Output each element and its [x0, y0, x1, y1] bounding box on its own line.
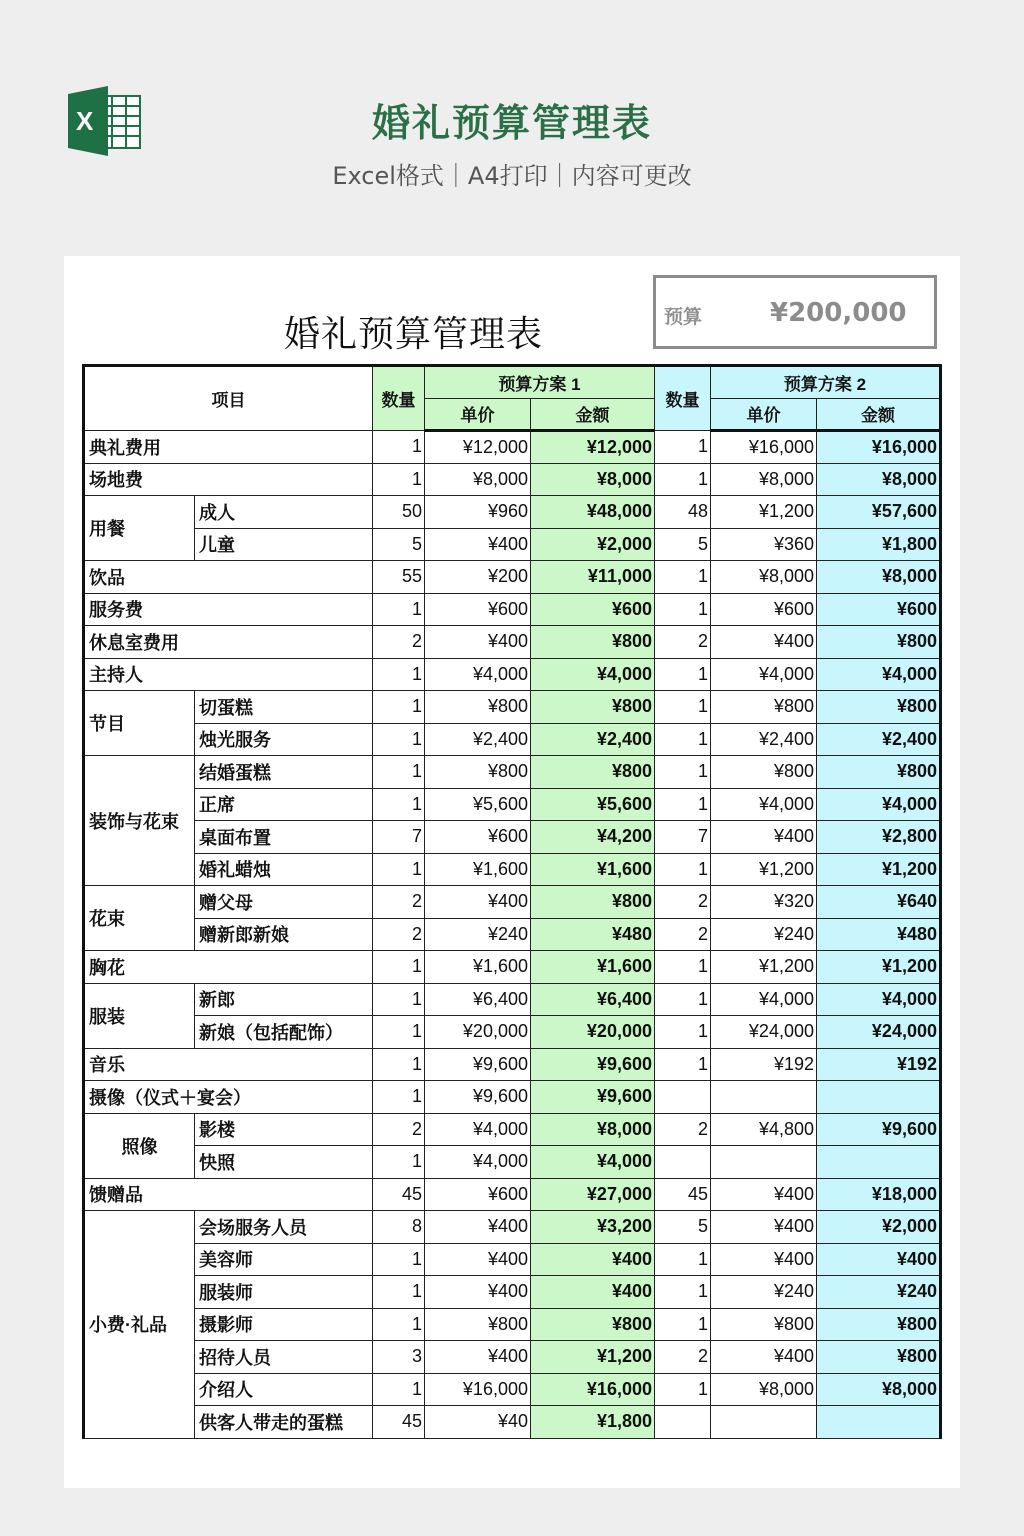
unit-price-1-cell: ¥12,000 [425, 431, 531, 464]
unit-price-2-cell: ¥800 [711, 1308, 817, 1341]
qty-1-cell: 1 [373, 1373, 425, 1406]
unit-price-2-cell: ¥400 [711, 626, 817, 659]
table-row [84, 528, 941, 561]
unit-price-1-cell: ¥4,000 [425, 658, 531, 691]
category-cell: 照像 [84, 1113, 195, 1178]
table-row [84, 1373, 941, 1406]
unit-price-1-cell: ¥9,600 [425, 1081, 531, 1114]
unit-price-2-cell: ¥4,000 [711, 658, 817, 691]
amount-1-cell: ¥400 [531, 1276, 655, 1309]
amount-1-cell: ¥4,000 [531, 658, 655, 691]
unit-price-1-cell: ¥400 [425, 1243, 531, 1276]
amount-2-cell: ¥9,600 [817, 1113, 941, 1146]
qty-2-cell: 1 [655, 691, 711, 724]
amount-2-cell: ¥8,000 [817, 1373, 941, 1406]
qty-1-cell: 1 [373, 983, 425, 1016]
unit-price-2-cell: ¥192 [711, 1048, 817, 1081]
unit-price-1-cell: ¥1,600 [425, 853, 531, 886]
qty-2-cell: 1 [655, 561, 711, 594]
unit-price-2-cell: ¥2,400 [711, 723, 817, 756]
category-cell: 节目 [84, 691, 195, 756]
qty-2-cell: 1 [655, 853, 711, 886]
table-row [84, 463, 941, 496]
amount-1-cell: ¥8,000 [531, 463, 655, 496]
amount-1-cell: ¥4,200 [531, 821, 655, 854]
amount-2-cell: ¥8,000 [817, 561, 941, 594]
amount-1-cell: ¥1,600 [531, 951, 655, 984]
table-row [84, 431, 941, 464]
qty-2-cell: 1 [655, 1276, 711, 1309]
qty-1-cell: 45 [373, 1178, 425, 1211]
unit-price-2-cell [711, 1406, 817, 1439]
amount-2-cell [817, 1406, 941, 1439]
amount-1-cell: ¥12,000 [531, 431, 655, 464]
table-row [84, 821, 941, 854]
qty-2-cell: 1 [655, 1373, 711, 1406]
spreadsheet-preview [64, 256, 960, 1488]
amount-2-cell: ¥2,800 [817, 821, 941, 854]
amount-1-cell: ¥20,000 [531, 1016, 655, 1049]
qty-1-cell: 1 [373, 463, 425, 496]
subcategory-cell: 烛光服务 [195, 723, 373, 756]
qty-2-cell [655, 1146, 711, 1179]
qty-2-cell [655, 1081, 711, 1114]
subcategory-cell: 赠父母 [195, 886, 373, 919]
unit-price-1-cell: ¥20,000 [425, 1016, 531, 1049]
unit-price-2-cell [711, 1081, 817, 1114]
qty-2-cell: 2 [655, 626, 711, 659]
qty-1-cell: 2 [373, 886, 425, 919]
qty-2-cell: 2 [655, 1341, 711, 1374]
unit-price-2-cell: ¥1,200 [711, 853, 817, 886]
unit-price-1-cell: ¥600 [425, 1178, 531, 1211]
table-row [84, 886, 941, 919]
amount-1-cell: ¥9,600 [531, 1048, 655, 1081]
table-row [84, 1081, 941, 1114]
qty-1-cell: 50 [373, 496, 425, 529]
unit-price-2-cell: ¥240 [711, 1276, 817, 1309]
qty-2-cell: 1 [655, 1243, 711, 1276]
qty-2-cell: 5 [655, 528, 711, 561]
amount-1-cell: ¥11,000 [531, 561, 655, 594]
amount-1-cell: ¥800 [531, 886, 655, 919]
qty-2-cell: 1 [655, 788, 711, 821]
subcategory-cell: 桌面布置 [195, 821, 373, 854]
qty-1-cell: 1 [373, 593, 425, 626]
category-cell: 音乐 [84, 1048, 373, 1081]
qty-1-cell: 1 [373, 723, 425, 756]
qty-1-cell: 3 [373, 1341, 425, 1374]
category-cell: 馈赠品 [84, 1178, 373, 1211]
unit-price-2-cell: ¥800 [711, 691, 817, 724]
category-cell: 装饰与花束 [84, 756, 195, 886]
unit-price-2-cell: ¥400 [711, 1341, 817, 1374]
qty-1-cell: 7 [373, 821, 425, 854]
subcategory-cell: 儿童 [195, 528, 373, 561]
amount-1-cell: ¥4,000 [531, 1146, 655, 1179]
unit-price-1-cell: ¥4,000 [425, 1113, 531, 1146]
subcategory-cell: 服装师 [195, 1276, 373, 1309]
table-row [84, 1178, 941, 1211]
amount-1-cell: ¥6,400 [531, 983, 655, 1016]
category-cell: 用餐 [84, 496, 195, 561]
amount-2-cell: ¥4,000 [817, 788, 941, 821]
unit-price-1-cell: ¥5,600 [425, 788, 531, 821]
qty-2-cell: 1 [655, 593, 711, 626]
budget-table [82, 364, 942, 1439]
amount-1-cell: ¥8,000 [531, 1113, 655, 1146]
qty-1-cell: 1 [373, 431, 425, 464]
amount-1-cell: ¥3,200 [531, 1211, 655, 1244]
unit-price-2-cell: ¥8,000 [711, 463, 817, 496]
category-cell: 主持人 [84, 658, 373, 691]
qty-2-cell: 1 [655, 723, 711, 756]
qty-2-cell: 5 [655, 1211, 711, 1244]
qty-1-cell: 2 [373, 1113, 425, 1146]
unit-price-2-cell: ¥1,200 [711, 496, 817, 529]
category-cell: 场地费 [84, 463, 373, 496]
header-amount-1: 金额 [531, 398, 655, 431]
category-cell: 典礼费用 [84, 431, 373, 464]
qty-2-cell: 1 [655, 1016, 711, 1049]
qty-2-cell: 48 [655, 496, 711, 529]
qty-2-cell: 1 [655, 463, 711, 496]
budget-value: ¥200,000 [770, 298, 907, 328]
unit-price-2-cell: ¥1,200 [711, 951, 817, 984]
qty-2-cell: 1 [655, 983, 711, 1016]
sheet-title: 婚礼预算管理表 [284, 314, 544, 355]
unit-price-1-cell: ¥200 [425, 561, 531, 594]
qty-2-cell: 1 [655, 1308, 711, 1341]
category-cell: 花束 [84, 886, 195, 951]
amount-2-cell: ¥18,000 [817, 1178, 941, 1211]
qty-2-cell: 2 [655, 886, 711, 919]
qty-2-cell: 1 [655, 431, 711, 464]
table-row [84, 496, 941, 529]
unit-price-1-cell: ¥960 [425, 496, 531, 529]
unit-price-2-cell: ¥8,000 [711, 561, 817, 594]
header-qty-2: 数量 [655, 366, 711, 431]
qty-2-cell: 2 [655, 918, 711, 951]
table-row [84, 658, 941, 691]
unit-price-2-cell: ¥8,000 [711, 1373, 817, 1406]
amount-1-cell: ¥2,400 [531, 723, 655, 756]
header-item: 项目 [84, 366, 373, 431]
amount-2-cell: ¥800 [817, 626, 941, 659]
unit-price-1-cell: ¥16,000 [425, 1373, 531, 1406]
unit-price-1-cell: ¥400 [425, 1211, 531, 1244]
qty-2-cell: 1 [655, 951, 711, 984]
unit-price-2-cell: ¥400 [711, 1243, 817, 1276]
amount-1-cell: ¥1,800 [531, 1406, 655, 1439]
table-row [84, 1048, 941, 1081]
unit-price-1-cell: ¥40 [425, 1406, 531, 1439]
amount-2-cell: ¥800 [817, 756, 941, 789]
table-row [84, 1243, 941, 1276]
unit-price-1-cell: ¥400 [425, 1276, 531, 1309]
qty-1-cell: 1 [373, 1081, 425, 1114]
amount-1-cell: ¥48,000 [531, 496, 655, 529]
qty-1-cell: 5 [373, 528, 425, 561]
amount-1-cell: ¥1,200 [531, 1341, 655, 1374]
qty-1-cell: 1 [373, 1276, 425, 1309]
table-row [84, 983, 941, 1016]
table-row [84, 1016, 941, 1049]
amount-2-cell: ¥1,800 [817, 528, 941, 561]
qty-1-cell: 1 [373, 1048, 425, 1081]
qty-1-cell: 1 [373, 1243, 425, 1276]
unit-price-2-cell: ¥24,000 [711, 1016, 817, 1049]
qty-1-cell: 1 [373, 951, 425, 984]
amount-1-cell: ¥9,600 [531, 1081, 655, 1114]
unit-price-2-cell: ¥4,800 [711, 1113, 817, 1146]
subcategory-cell: 介绍人 [195, 1373, 373, 1406]
table-row [84, 853, 941, 886]
header-qty-1: 数量 [373, 366, 425, 431]
table-row [84, 1341, 941, 1374]
table-row [84, 1308, 941, 1341]
unit-price-1-cell: ¥4,000 [425, 1146, 531, 1179]
amount-2-cell: ¥800 [817, 691, 941, 724]
header-unit-price-1: 单价 [425, 398, 531, 431]
qty-1-cell: 1 [373, 853, 425, 886]
unit-price-2-cell: ¥600 [711, 593, 817, 626]
table-row [84, 723, 941, 756]
unit-price-1-cell: ¥600 [425, 821, 531, 854]
amount-2-cell: ¥57,600 [817, 496, 941, 529]
amount-1-cell: ¥2,000 [531, 528, 655, 561]
qty-2-cell: 1 [655, 1048, 711, 1081]
unit-price-1-cell: ¥800 [425, 1308, 531, 1341]
unit-price-2-cell: ¥800 [711, 756, 817, 789]
unit-price-2-cell: ¥4,000 [711, 788, 817, 821]
amount-1-cell: ¥800 [531, 756, 655, 789]
subcategory-cell: 美容师 [195, 1243, 373, 1276]
qty-1-cell: 1 [373, 756, 425, 789]
amount-2-cell [817, 1081, 941, 1114]
qty-1-cell: 1 [373, 1016, 425, 1049]
amount-2-cell: ¥4,000 [817, 658, 941, 691]
unit-price-1-cell: ¥400 [425, 1341, 531, 1374]
qty-1-cell: 2 [373, 626, 425, 659]
subcategory-cell: 结婚蛋糕 [195, 756, 373, 789]
qty-1-cell: 55 [373, 561, 425, 594]
header-plan-1: 预算方案 1 [425, 366, 655, 399]
unit-price-1-cell: ¥8,000 [425, 463, 531, 496]
unit-price-1-cell: ¥240 [425, 918, 531, 951]
category-cell: 服务费 [84, 593, 373, 626]
amount-2-cell: ¥1,200 [817, 853, 941, 886]
unit-price-2-cell: ¥360 [711, 528, 817, 561]
amount-2-cell [817, 1146, 941, 1179]
unit-price-1-cell: ¥1,600 [425, 951, 531, 984]
unit-price-1-cell: ¥6,400 [425, 983, 531, 1016]
table-row [84, 1406, 941, 1439]
category-cell: 摄像（仪式＋宴会） [84, 1081, 373, 1114]
amount-2-cell: ¥24,000 [817, 1016, 941, 1049]
qty-1-cell: 8 [373, 1211, 425, 1244]
qty-1-cell: 1 [373, 1146, 425, 1179]
amount-2-cell: ¥600 [817, 593, 941, 626]
amount-2-cell: ¥1,200 [817, 951, 941, 984]
qty-2-cell: 1 [655, 658, 711, 691]
subcategory-cell: 快照 [195, 1146, 373, 1179]
category-cell: 休息室费用 [84, 626, 373, 659]
table-row [84, 1276, 941, 1309]
amount-2-cell: ¥8,000 [817, 463, 941, 496]
subcategory-cell: 影楼 [195, 1113, 373, 1146]
amount-1-cell: ¥800 [531, 1308, 655, 1341]
subcategory-cell: 供客人带走的蛋糕 [195, 1406, 373, 1439]
subcategory-cell: 切蛋糕 [195, 691, 373, 724]
page-subtitle: Excel格式｜A4打印｜内容可更改 [332, 162, 692, 190]
unit-price-2-cell: ¥320 [711, 886, 817, 919]
table-row [84, 951, 941, 984]
qty-2-cell: 1 [655, 756, 711, 789]
unit-price-1-cell: ¥9,600 [425, 1048, 531, 1081]
amount-2-cell: ¥400 [817, 1243, 941, 1276]
table-row [84, 1113, 941, 1146]
amount-1-cell: ¥800 [531, 626, 655, 659]
amount-1-cell: ¥1,600 [531, 853, 655, 886]
budget-table-body [84, 431, 941, 1439]
unit-price-1-cell: ¥400 [425, 626, 531, 659]
header-plan-2: 预算方案 2 [711, 366, 941, 399]
subcategory-cell: 新娘（包括配饰） [195, 1016, 373, 1049]
unit-price-2-cell: ¥4,000 [711, 983, 817, 1016]
amount-2-cell: ¥16,000 [817, 431, 941, 464]
amount-1-cell: ¥27,000 [531, 1178, 655, 1211]
amount-2-cell: ¥640 [817, 886, 941, 919]
amount-2-cell: ¥2,000 [817, 1211, 941, 1244]
amount-2-cell: ¥800 [817, 1341, 941, 1374]
qty-1-cell: 2 [373, 918, 425, 951]
qty-2-cell [655, 1406, 711, 1439]
header-unit-price-2: 单价 [711, 398, 817, 431]
unit-price-1-cell: ¥400 [425, 886, 531, 919]
unit-price-1-cell: ¥800 [425, 691, 531, 724]
amount-2-cell: ¥480 [817, 918, 941, 951]
svg-text:X: X [76, 106, 94, 136]
budget-label: 预算 [664, 306, 703, 328]
amount-1-cell: ¥600 [531, 593, 655, 626]
unit-price-1-cell: ¥800 [425, 756, 531, 789]
subcategory-cell: 赠新郎新娘 [195, 918, 373, 951]
budget-table-container [82, 364, 942, 1462]
qty-1-cell: 1 [373, 788, 425, 821]
table-row [84, 561, 941, 594]
unit-price-2-cell: ¥400 [711, 821, 817, 854]
qty-2-cell: 45 [655, 1178, 711, 1211]
subcategory-cell: 婚礼蜡烛 [195, 853, 373, 886]
amount-2-cell: ¥800 [817, 1308, 941, 1341]
unit-price-2-cell: ¥400 [711, 1178, 817, 1211]
amount-1-cell: ¥5,600 [531, 788, 655, 821]
amount-1-cell: ¥800 [531, 691, 655, 724]
unit-price-2-cell: ¥16,000 [711, 431, 817, 464]
table-row [84, 593, 941, 626]
table-row [84, 1146, 941, 1179]
amount-1-cell: ¥400 [531, 1243, 655, 1276]
subcategory-cell: 摄影师 [195, 1308, 373, 1341]
subcategory-cell: 正席 [195, 788, 373, 821]
category-cell: 胸花 [84, 951, 373, 984]
table-row [84, 626, 941, 659]
unit-price-1-cell: ¥600 [425, 593, 531, 626]
table-row [84, 756, 941, 789]
category-cell: 小费·礼品 [84, 1211, 195, 1439]
header-amount-2: 金额 [817, 398, 941, 431]
amount-2-cell: ¥192 [817, 1048, 941, 1081]
amount-2-cell: ¥240 [817, 1276, 941, 1309]
page-title: 婚礼预算管理表 [371, 101, 652, 145]
table-row [84, 1211, 941, 1244]
qty-2-cell: 7 [655, 821, 711, 854]
table-row [84, 788, 941, 821]
qty-1-cell: 1 [373, 691, 425, 724]
subcategory-cell: 新郎 [195, 983, 373, 1016]
unit-price-1-cell: ¥2,400 [425, 723, 531, 756]
qty-1-cell: 1 [373, 658, 425, 691]
amount-1-cell: ¥480 [531, 918, 655, 951]
budget-box [653, 275, 937, 349]
amount-2-cell: ¥2,400 [817, 723, 941, 756]
subcategory-cell: 招待人员 [195, 1341, 373, 1374]
amount-2-cell: ¥4,000 [817, 983, 941, 1016]
unit-price-2-cell: ¥240 [711, 918, 817, 951]
subcategory-cell: 成人 [195, 496, 373, 529]
table-row [84, 691, 941, 724]
unit-price-2-cell [711, 1146, 817, 1179]
qty-2-cell: 2 [655, 1113, 711, 1146]
category-cell: 服装 [84, 983, 195, 1048]
unit-price-2-cell: ¥400 [711, 1211, 817, 1244]
subcategory-cell: 会场服务人员 [195, 1211, 373, 1244]
table-row [84, 918, 941, 951]
category-cell: 饮品 [84, 561, 373, 594]
qty-1-cell: 1 [373, 1308, 425, 1341]
qty-1-cell: 45 [373, 1406, 425, 1439]
amount-1-cell: ¥16,000 [531, 1373, 655, 1406]
unit-price-1-cell: ¥400 [425, 528, 531, 561]
